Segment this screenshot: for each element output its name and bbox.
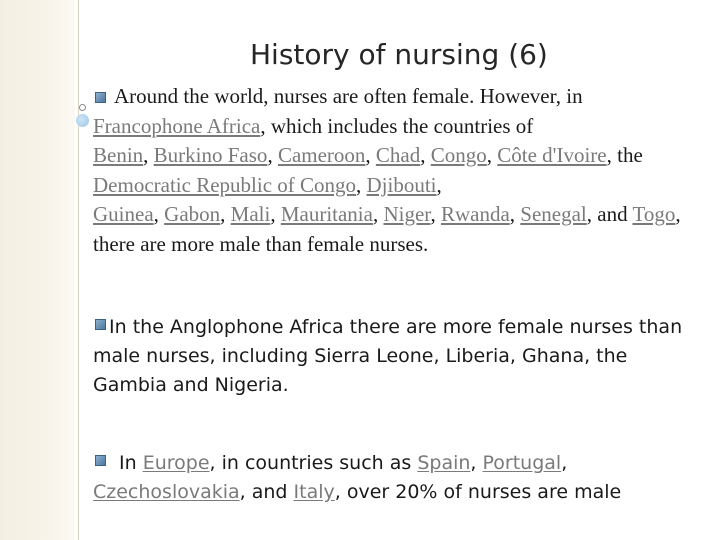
circle-icon xyxy=(76,114,89,127)
link-cameroon[interactable]: Cameroon xyxy=(277,143,366,167)
left-divider-line xyxy=(78,0,79,540)
link-italy[interactable]: Italy xyxy=(293,481,335,503)
link-cote-divoire[interactable]: Côte d'Ivoire xyxy=(497,143,607,167)
bullet-paragraph-3: In Europe, in countries such as Spain, Portugal, Czechoslovakia, and Italy, over 20% of nurses are male xyxy=(93,452,622,503)
link-rwanda[interactable]: Rwanda xyxy=(440,202,510,226)
link-chad[interactable]: Chad xyxy=(375,143,421,167)
link-europe[interactable]: Europe xyxy=(142,452,210,474)
ring-icon xyxy=(79,104,86,111)
left-decorative-band xyxy=(0,0,75,540)
bullet-paragraph-1: Around the world, nurses are often female. However, in Francophone Africa, which includes the countries of Benin, Burkino Faso, Cameroon, Chad, Congo, Côte d'Ivoire, the Democratic Republic of Congo, Djibouti, Guinea, Gabon, Mali, Mauritania, Niger, Rwanda, Senegal, and Togo, there are more male than female nurses. xyxy=(93,84,681,256)
link-benin[interactable]: Benin xyxy=(93,143,144,167)
link-spain[interactable]: Spain xyxy=(417,452,471,474)
link-mauritania[interactable]: Mauritania xyxy=(280,202,373,226)
link-burkino-faso[interactable]: Burkino Faso xyxy=(153,143,268,167)
link-congo[interactable]: Congo xyxy=(430,143,487,167)
link-guinea[interactable]: Guinea xyxy=(93,202,154,226)
bullet-paragraph-2: In the Anglophone Africa there are more female nurses than male nurses, including Sierra Leone, Liberia, Ghana, the Gambia and Nigeria. xyxy=(93,316,683,396)
link-senegal[interactable]: Senegal xyxy=(520,202,587,226)
slide-title: History of nursing (6) xyxy=(250,38,548,71)
link-mali[interactable]: Mali xyxy=(230,202,271,226)
link-democratic-republic-of-congo[interactable]: Democratic Republic of Congo xyxy=(93,172,357,197)
link-gabon[interactable]: Gabon xyxy=(164,202,221,226)
link-portugal[interactable]: Portugal xyxy=(482,452,562,474)
link-niger[interactable]: Niger xyxy=(383,202,431,226)
link-czechoslovakia[interactable]: Czechoslovakia xyxy=(93,481,240,503)
link-francophone-africa[interactable]: Francophone Africa xyxy=(93,113,261,138)
link-togo[interactable]: Togo xyxy=(632,202,676,226)
link-djibouti[interactable]: Djibouti xyxy=(366,172,437,197)
